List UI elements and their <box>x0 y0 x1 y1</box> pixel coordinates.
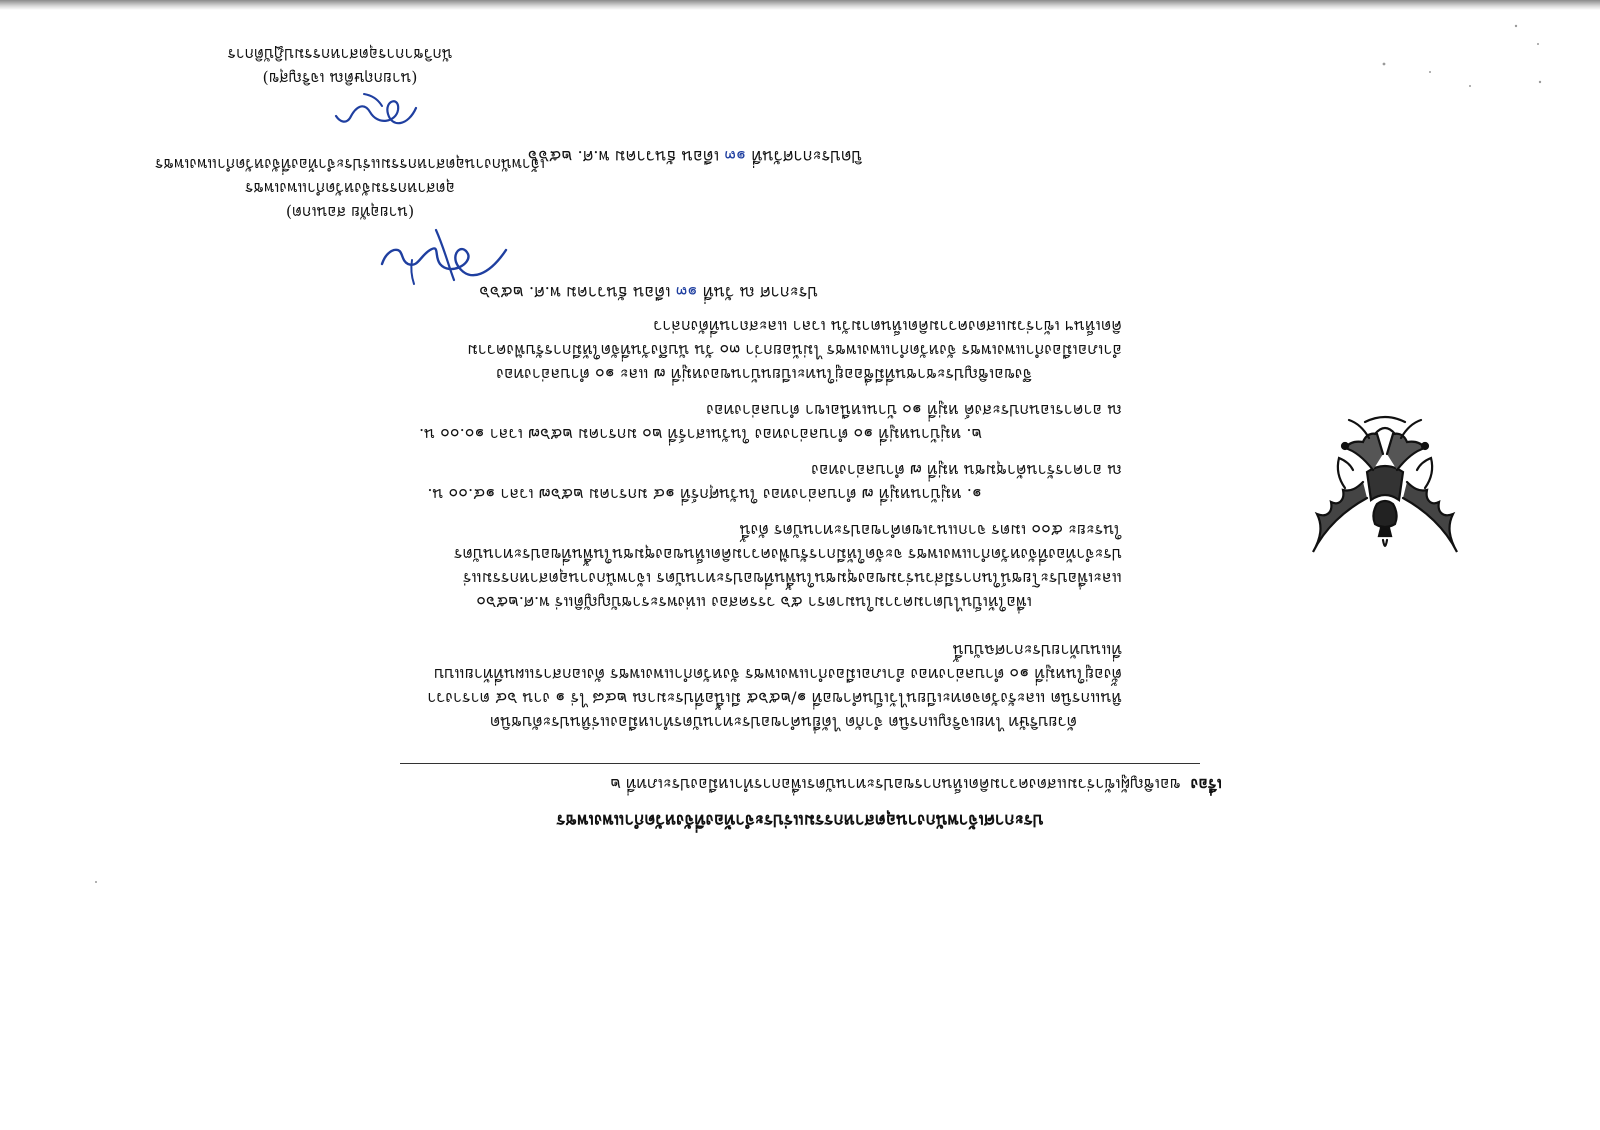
paragraph-3-line-2: อำเภอเมืองกำแพงเพชร จังหวัดกำแพงเพชร ไม่น้อยกว่า ๓๐ วัน นับถึงวันที่จัดให้มีการรับฟังความ <box>467 341 1122 360</box>
announced-year: พ.ศ. ๒๕๖๖ <box>479 283 561 302</box>
item-1-line-2: ณ อาคารร้านค้าชุมชน หมู่ที่ ๗ ตำบลอ่างทอง <box>811 461 1122 480</box>
subject-text: ขอเชิญผู้เข้าร่วมแสดงความคิดเห็นการขอประทานบัตรเพื่อการทำเหมืองประเภทที่ ๒ <box>610 775 1181 794</box>
garuda-emblem-icon <box>1305 406 1465 558</box>
item-2-line-1: ๒. หมู่บ้านหมู่ที่ ๑๐ ตำบลอ่างทอง ในวันเสาร์ที่ ๒๐ มกราคม ๒๕๖๗ เวลา ๑๐.๐๐ น. <box>419 425 982 444</box>
paragraph-2-line-2: และเพื่อประโยชน์ในการมีส่วนร่วมของชุมชนในพื้นที่ขอประทานบัตร เจ้าพนักงานอุตสาหกรรมแร่ <box>462 569 1122 588</box>
paragraph-1-line-4: ที่แนบท้ายประกาศฉบับนี้ <box>952 641 1122 660</box>
item-2-line-2: ณ อาคารเอนกประสงค์ หมู่ที่ ๑๐ บ้านเหนือเขา ตำบลอ่างทอง <box>706 401 1122 420</box>
paragraph-1-line-3: ตั้งอยู่ในหมู่ที่ ๑๐ ตำบลอ่างทอง อำเภอเมืองกำแพงเพชร จังหวัดกำแพงเพชร ดังเอกสารแผนที่ท้ายแบบ <box>433 665 1122 684</box>
signature-1-scribble <box>380 224 510 294</box>
paragraph-2-line-1: เพื่อให้เป็นไปตามความในมาตรา ๕๖ วรรคสอง แห่งพระราชบัญญัติแร่ พ.ศ.๒๕๖๐ <box>476 593 1032 612</box>
paragraph-1-line-1: ด้วยบริษัท ไทยเจริญแกรนิต จำกัด ได้ยื่นคำขอประทานบัตรทำเหมืองแร่หินประดับชนิด <box>489 713 1077 732</box>
announced-date <box>479 280 818 304</box>
signer-1-position-2: เจ้าพนักงานอุตสาหกรรมแร่ประจำท้องที่จังหวัดกำแพงเพชร <box>155 155 545 173</box>
signer-2-position: นักวิชาการอุตสาหกรรมปฏิบัติการ <box>227 45 453 63</box>
signer-1-name: (นายอุทัย สอนเกต) <box>285 203 415 221</box>
posted-day: ๑๓ <box>724 147 747 166</box>
announced-prefix: ประกาศ ณ วันที่ <box>702 283 818 302</box>
announced-day: ๑๓ <box>675 283 698 302</box>
item-1-line-1: ๑. หมู่บ้านหมู่ที่ ๗ ตำบลอ่างทอง ในวันศุกร์ที่ ๑๔ มกราคม ๒๕๖๗ เวลา ๑๔.๐๐ น. <box>427 485 982 504</box>
posted-year: พ.ศ. ๒๕๖๖ <box>527 147 610 166</box>
announced-month: เดือน ธันวาคม <box>565 283 671 302</box>
signer-2-block <box>180 42 500 90</box>
paragraph-1-line-2: หินแกรนิต และรังวัดจดทะเบียนไว้เป็นคำขอที่ ๑/๒๕๖๕ มีเนื้อที่ประมาณ ๒๔๘ ไร่ ๑ งาน ๖๔ ตารางวา <box>427 689 1122 708</box>
paragraph-2-line-3: ประจำท้องที่จังหวัดกำแพงเพชร จะจัดให้มีการรับฟังความคิดเห็นของชุมชนในพื้นที่ขอประทานบัตร <box>453 545 1122 564</box>
posted-prefix: ปิดประกาศวันที่ <box>751 147 862 166</box>
separator-line <box>400 763 1200 764</box>
paragraph-3-line-1: จึงขอเชิญประชาชนที่มีชื่ออยู่ในทะเบียนบ้านของหมู่ที่ ๗ และ ๑๐ ตำบลอ่างทอง <box>496 365 1032 384</box>
announcement-title: ประกาศเจ้าพนักงานอุตสาหกรรมแร่ประจำท้องที่จังหวัดกำแพงเพชร <box>556 810 1044 830</box>
subject-line <box>610 771 1222 796</box>
signer-2-name: (นายกฤษติณ เจริญสุข) <box>262 69 418 87</box>
subject-label: เรื่อง <box>1190 775 1222 794</box>
signature-2-scribble <box>332 86 422 136</box>
signer-1-block <box>130 152 570 224</box>
signer-1-position-1: อุตสาหกรรมจังหวัดกำแพงเพชร <box>245 179 455 197</box>
posted-date <box>528 144 862 168</box>
posted-month: เดือน ธันวาคม <box>614 147 720 166</box>
paragraph-2-line-4: ในระยะ ๕๐๐ เมตร จากแนวเขตคำขอประทานบัตร ดังนี้ <box>739 521 1122 540</box>
paragraph-3-line-3: คิดเห็นฯ เข้าร่วมแสดงความคิดเห็นตามวัน เวลา และสถานที่ดังกล่าว <box>653 317 1122 336</box>
